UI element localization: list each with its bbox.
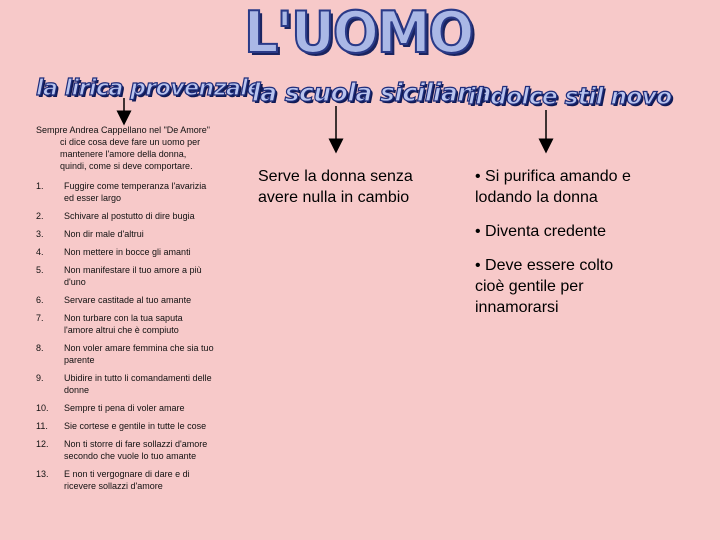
rule-number: 8.	[36, 343, 44, 353]
rule-number: 4.	[36, 247, 44, 257]
rule-item	[36, 402, 214, 414]
bullet-item: • Diventa credente	[475, 223, 607, 240]
rule-item	[36, 342, 214, 366]
rule-text: Servare castitade al tuo amante	[64, 295, 192, 305]
rule-number: 2.	[36, 211, 44, 221]
rule-text: Ubidire in tutto li comandamenti delle donne	[64, 373, 212, 395]
rule-text: Non dir male d'altrui	[64, 229, 144, 239]
rule-number: 1.	[36, 181, 44, 191]
rule-item	[36, 228, 214, 240]
rule-text: Non ti storre di fare sollazzi d'amore secondo che vuole lo tuo amante	[64, 439, 208, 461]
middle-text: Serve la donna senza avere nulla in cambio	[258, 168, 413, 206]
right-column	[475, 166, 635, 331]
rule-text: Sie cortese e gentile in tutte le cose	[64, 421, 207, 431]
rule-text: Sempre ti pena di voler amare	[64, 403, 185, 413]
heading-lirica-provenzale: la lirica provenzale	[36, 76, 262, 101]
rule-item	[36, 312, 214, 336]
rule-number: 11.	[36, 421, 48, 431]
heading-scuola-siciliana: la scuola siciliana	[252, 78, 491, 107]
rule-text: Non turbare con la tua saputa l'amore altrui che è compiuto	[64, 313, 183, 335]
rule-number: 7.	[36, 313, 44, 323]
rule-item	[36, 246, 214, 258]
rules-list	[36, 180, 214, 492]
left-intro: Sempre Andrea Cappellano nel "De Amore" ci dice cosa deve fare un uomo per mantenere l'amore della donna, quindi, come si deve comportare.	[36, 125, 210, 171]
rule-number: 9.	[36, 373, 44, 383]
rule-number: 13.	[36, 469, 49, 479]
bullet-item: • Si purifica amando e lodando la donna	[475, 168, 631, 206]
rule-text: Fuggire come temperanza l'avarizia ed esser largo	[64, 181, 207, 203]
rule-number: 5.	[36, 265, 44, 275]
main-title: L'UOMO	[244, 0, 473, 66]
rule-number: 12.	[36, 439, 49, 449]
rule-item	[36, 210, 214, 222]
rule-item	[36, 420, 214, 432]
rule-number: 3.	[36, 229, 44, 239]
rule-item	[36, 438, 214, 462]
rule-text: Non voler amare femmina che sia tuo parente	[64, 343, 214, 365]
rule-number: 10.	[36, 403, 49, 413]
heading-dolce-stil-novo: il dolce stil novo	[468, 84, 672, 110]
rule-text: E non ti vergognare di dare e di ricevere sollazzi d'amore	[64, 469, 190, 491]
rule-item	[36, 468, 214, 492]
rule-number: 6.	[36, 295, 44, 305]
rule-item	[36, 372, 214, 396]
rule-text: Non manifestare il tuo amore a più d'uno	[64, 265, 202, 287]
rule-text: Non mettere in bocce gli amanti	[64, 247, 191, 257]
left-column	[36, 124, 214, 498]
bullet-item: • Deve essere colto cioè gentile per innamorarsi	[475, 257, 614, 316]
rule-item	[36, 180, 214, 204]
rule-text: Schivare al postutto di dire bugia	[64, 211, 195, 221]
rule-item	[36, 294, 214, 306]
rule-item	[36, 264, 214, 288]
